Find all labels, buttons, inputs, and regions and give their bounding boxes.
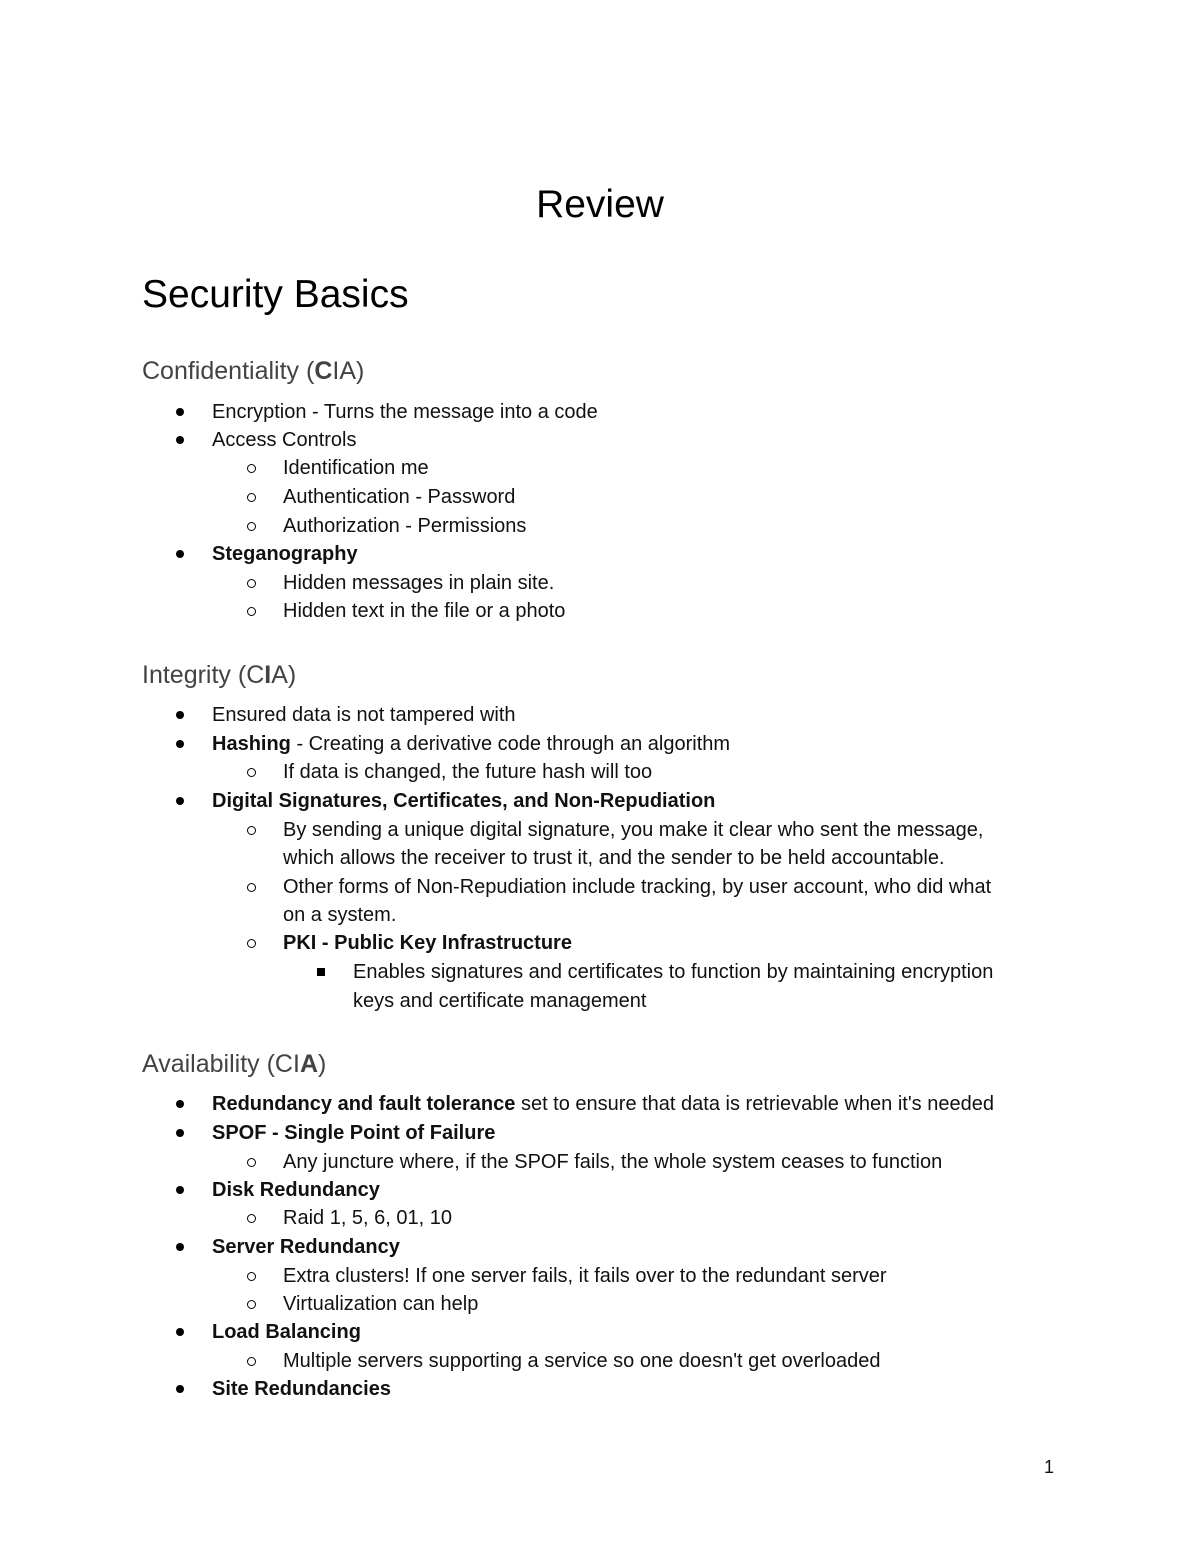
circle-bullet-icon xyxy=(241,597,261,625)
item-text: - Creating a derivative code through an algorithm xyxy=(290,733,731,755)
circle-bullet-icon xyxy=(241,758,261,786)
bullet-icon xyxy=(170,1233,190,1261)
bullet-icon xyxy=(170,398,190,426)
list-item-if-data-changed: If data is changed, the future hash will too xyxy=(283,761,653,783)
list-item-virtualization: Virtualization can help xyxy=(283,1293,479,1315)
list-item-raid: Raid 1, 5, 6, 01, 10 xyxy=(283,1207,453,1229)
bold-term: Digital Signatures, Certificates, and Non-Repudiation xyxy=(212,790,716,812)
list-item-server-redundancy xyxy=(212,1233,400,1261)
bold-term: SPOF - Single Point of Failure xyxy=(212,1122,496,1144)
bold-term: PKI - Public Key Infrastructure xyxy=(283,932,572,954)
subheading-bold-letter: C xyxy=(314,357,333,385)
subheading-text: Confidentiality ( xyxy=(142,357,315,385)
list-item-load-balancing xyxy=(212,1318,361,1346)
list-item-by-sending-line1: By sending a unique digital signature, you make it clear who sent the message, xyxy=(283,819,984,841)
bullet-icon xyxy=(170,1318,190,1346)
bullet-icon xyxy=(170,1090,190,1118)
circle-bullet-icon xyxy=(241,483,261,511)
circle-bullet-icon xyxy=(241,1290,261,1318)
subheading-integrity xyxy=(142,660,296,690)
list-item-hashing xyxy=(212,730,730,758)
list-item-authorization: Authorization - Permissions xyxy=(283,515,527,537)
list-item-disk-redundancy xyxy=(212,1176,380,1204)
circle-bullet-icon xyxy=(241,816,261,844)
page-number: 1 xyxy=(1044,1457,1055,1477)
list-item-enables-line1: Enables signatures and certificates to function by maintaining encryption xyxy=(353,961,994,983)
subheading-text: Availability (CI xyxy=(142,1050,300,1078)
list-item-other-forms-line2: on a system. xyxy=(283,904,397,926)
bullet-icon xyxy=(170,540,190,568)
document-title: Review xyxy=(536,183,664,226)
circle-bullet-icon xyxy=(241,929,261,957)
circle-bullet-icon xyxy=(241,1148,261,1176)
bold-term: Hashing xyxy=(212,733,291,755)
list-item-by-sending-line2: which allows the receiver to trust it, and the sender to be held accountable. xyxy=(283,847,945,869)
subheading-text: ) xyxy=(318,1050,327,1078)
list-item-authentication: Authentication - Password xyxy=(283,486,516,508)
list-item-extra-clusters: Extra clusters! If one server fails, it fails over to the redundant server xyxy=(283,1265,887,1287)
list-item-multiple-servers: Multiple servers supporting a service so one doesn't get overloaded xyxy=(283,1350,881,1372)
circle-bullet-icon xyxy=(241,512,261,540)
bullet-icon xyxy=(170,1375,190,1403)
bullet-icon xyxy=(170,1176,190,1204)
circle-bullet-icon xyxy=(241,873,261,901)
item-text: set to ensure that data is retrievable when it's needed xyxy=(515,1093,994,1115)
subheading-text: Integrity (C xyxy=(142,661,265,689)
circle-bullet-icon xyxy=(241,1204,261,1232)
list-item-identification: Identification me xyxy=(283,457,429,479)
bold-term: Server Redundancy xyxy=(212,1236,400,1258)
bold-term: Load Balancing xyxy=(212,1321,361,1343)
subheading-text: IA) xyxy=(332,357,365,385)
bullet-icon xyxy=(170,730,190,758)
list-item-other-forms-line1: Other forms of Non-Repudiation include tracking, by user account, who did what xyxy=(283,876,992,898)
list-item-steganography xyxy=(212,540,358,568)
list-item-hidden-text: Hidden text in the file or a photo xyxy=(283,600,566,622)
subheading-bold-letter: A xyxy=(299,1050,318,1078)
circle-bullet-icon xyxy=(241,1262,261,1290)
circle-bullet-icon xyxy=(241,1347,261,1375)
list-item-redundancy-fault-tolerance xyxy=(212,1090,994,1118)
square-bullet-icon xyxy=(311,958,331,986)
list-item-spof xyxy=(212,1119,495,1147)
list-item-digital-signatures xyxy=(212,787,715,815)
subheading-text: A) xyxy=(271,661,297,689)
list-item-site-redundancies xyxy=(212,1375,391,1403)
list-item-enables-line2: keys and certificate management xyxy=(353,990,647,1012)
bold-term: Site Redundancies xyxy=(212,1378,391,1400)
subheading-confidentiality xyxy=(142,356,364,386)
bullet-icon xyxy=(170,426,190,454)
list-item-encryption: Encryption - Turns the message into a code xyxy=(212,401,598,423)
list-item-ensured-data: Ensured data is not tampered with xyxy=(212,704,516,726)
bullet-icon xyxy=(170,701,190,729)
subheading-availability xyxy=(142,1049,326,1079)
bold-term: Disk Redundancy xyxy=(212,1179,380,1201)
list-item-hidden-messages: Hidden messages in plain site. xyxy=(283,572,555,594)
circle-bullet-icon xyxy=(241,569,261,597)
subheading-bold-letter: I xyxy=(264,661,272,689)
circle-bullet-icon xyxy=(241,454,261,482)
bullet-icon xyxy=(170,1119,190,1147)
list-item-any-juncture: Any juncture where, if the SPOF fails, the whole system ceases to function xyxy=(283,1151,943,1173)
list-item-access-controls: Access Controls xyxy=(212,429,357,451)
list-item-pki xyxy=(283,929,572,957)
section-heading-security-basics: Security Basics xyxy=(142,273,409,316)
bold-term: Redundancy and fault tolerance xyxy=(212,1093,516,1115)
bullet-icon xyxy=(170,787,190,815)
bold-term: Steganography xyxy=(212,543,358,565)
